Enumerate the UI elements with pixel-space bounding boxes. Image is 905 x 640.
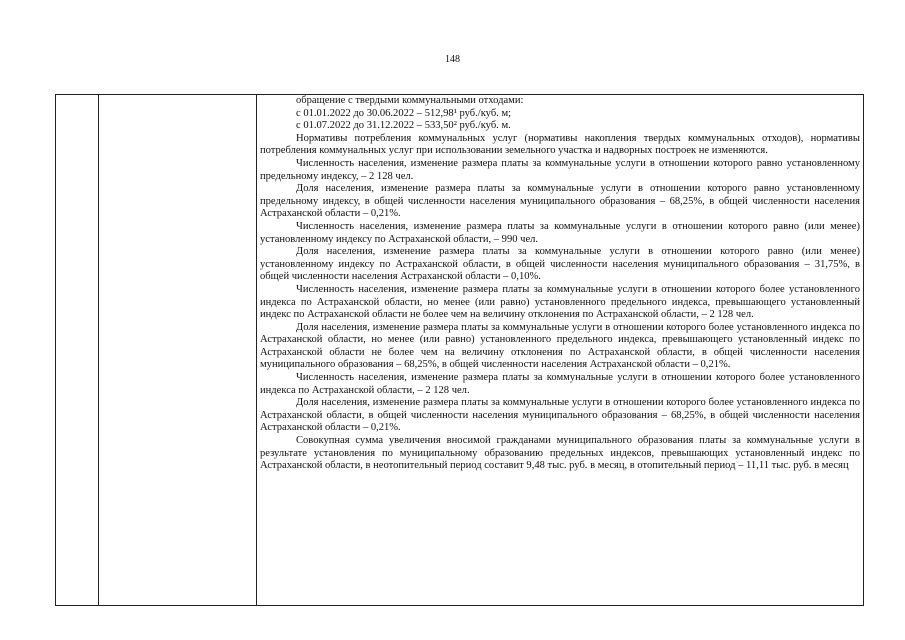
- table-cell-text: [260, 95, 860, 473]
- paragraph: Совокупная сумма увеличения вносимой гражданами муниципального образования платы за коммунальные услуги в результате установления по муниципальному образованию предельных индексов, превышающих установленный индекс по Астраханской области, в неотопительный период составит 9,48 тыс. руб. в месяц, в отопительный период – 11,11 тыс. руб. в месяц: [260, 435, 860, 472]
- page-number: 148: [445, 54, 460, 65]
- paragraph: Численность населения, изменение размера платы за коммунальные услуги в отношении которого более установленного индекса по Астраханской области, но менее (или равно) установленного предельного индекса, превышающего установленный индекс по Астраханской области не более чем на величину отклонения по Астраханской области, – 2 128 чел.: [260, 283, 860, 321]
- paragraph: Доля населения, изменение размера платы за коммунальные услуги в отношении которого более установленного индекса по Астраханской области, но менее (или равно) установленного предельного индекса, превышающего установленный индекс по Астраханской области не более чем на величину отклонения по Астраханской области, в общей численности населения муниципального образования – 68,25%, в общей численности населения Астраханской области – 0,21%.: [260, 321, 860, 371]
- paragraph: Численность населения, изменение размера платы за коммунальные услуги в отношении которого равно (или менее) установленному индексу по Астраханской области, – 990 чел.: [260, 220, 860, 245]
- paragraph: Численность населения, изменение размера платы за коммунальные услуги в отношении которого равно установленному предельному индексу, – 2 128 чел.: [260, 157, 860, 182]
- paragraph: Нормативы потребления коммунальных услуг (нормативы накопления твердых коммунальных отходов), нормативы потребления коммунальных услуг при использовании земельного участка и надворных построек не изменяются.: [260, 132, 860, 157]
- text-line: с 01.07.2022 до 31.12.2022 – 533,50² руб./куб. м.: [296, 120, 511, 132]
- document-table: [55, 94, 864, 606]
- paragraph: Доля населения, изменение размера платы за коммунальные услуги в отношении которого более установленного индекса по Астраханской области, в общей численности населения муниципального образования – 68,25%, в общей численности населения Астраханской области – 0,21%.: [260, 397, 860, 434]
- text-line: обращение с твердыми коммунальными отходами:: [296, 95, 524, 106]
- paragraph: Доля населения, изменение размера платы за коммунальные услуги в отношении которого равно (или менее) установленному индексу по Астраханской области, в общей численности населения муниципального образования – 31,75%, в общей численности населения Астраханской области – 0,10%.: [260, 246, 860, 283]
- paragraph: Доля населения, изменение размера платы за коммунальные услуги в отношении которого равно установленному предельному индексу, в общей численности населения муниципального образования – 68,25%, в общей численности населения Астраханской области – 0,21%.: [260, 183, 860, 220]
- column-divider-2: [256, 95, 257, 605]
- paragraph: Численность населения, изменение размера платы за коммунальные услуги в отношении которого более установленного индекса по Астраханской области, – 2 128 чел.: [260, 372, 860, 396]
- text-line: с 01.01.2022 до 30.06.2022 – 512,98¹ руб./куб. м;: [296, 107, 512, 119]
- column-divider-1: [98, 95, 99, 605]
